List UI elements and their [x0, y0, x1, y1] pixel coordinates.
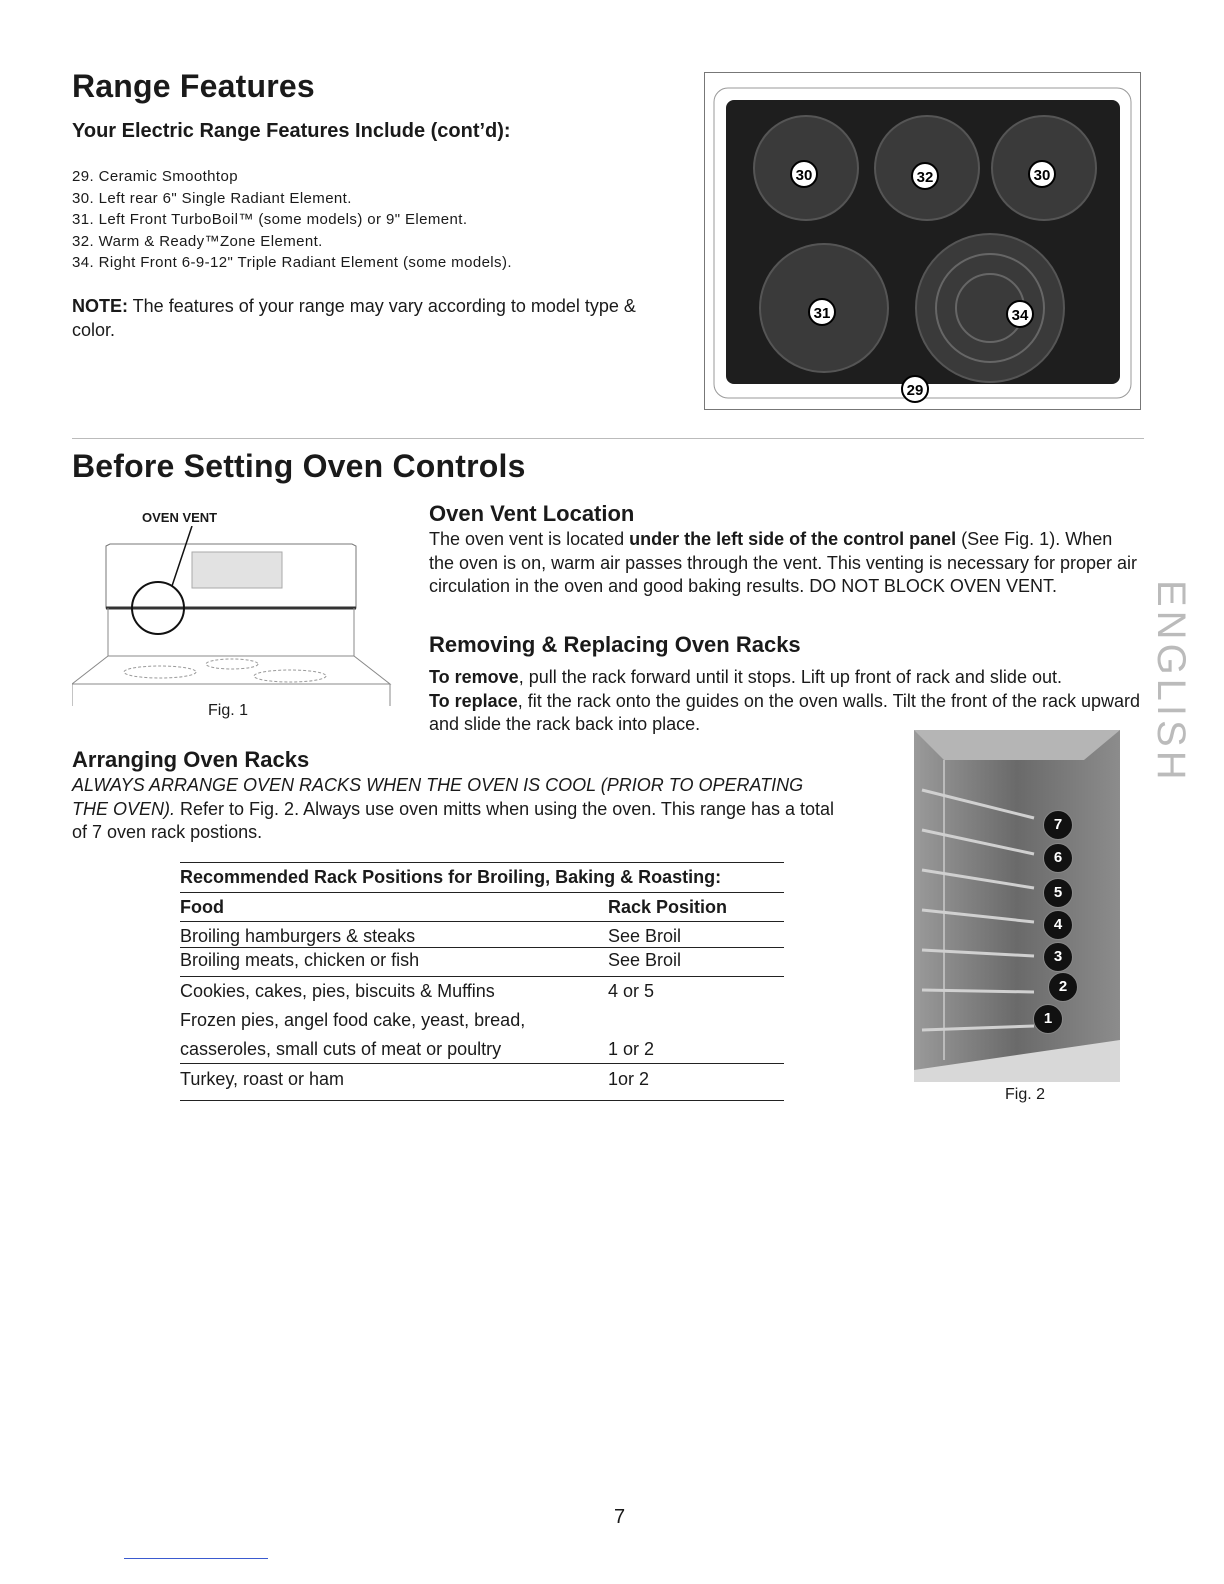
food-cell: Broiling meats, chicken or fish	[180, 950, 420, 970]
fig2-caption: Fig. 2	[1005, 1086, 1046, 1103]
label-29: 29	[901, 375, 929, 403]
food-cell: casseroles, small cuts of meat or poultry	[180, 1039, 502, 1059]
food-cell: Frozen pies, angel food cake, yeast, bread,	[180, 1010, 526, 1030]
fig2	[914, 730, 1120, 1082]
rack-position-7: 7	[1043, 810, 1073, 840]
replace-text: , fit the rack onto the guides on the oven walls. Tilt the front of the rack upward and slide the rack back into place.	[429, 690, 1141, 734]
label-31: 31	[808, 298, 836, 326]
arranging-body: Refer to Fig. 2. Always use oven mitts when using the oven. This range has a total of 7 oven rack postions.	[72, 798, 835, 842]
fig1	[72, 506, 392, 726]
position-cell: See Broil	[608, 950, 682, 970]
position-cell: See Broil	[608, 926, 682, 946]
racks-heading: Removing & Replacing Oven Racks	[429, 632, 801, 657]
food-cell: Cookies, cakes, pies, biscuits & Muffins	[180, 981, 495, 1001]
feature-item: 31. Left Front TurboBoil™ (some models) or 9" Element.	[72, 211, 468, 228]
note-text: The features of your range may vary according to model type & color.	[72, 296, 636, 340]
before-setting-title: Before Setting Oven Controls	[72, 448, 526, 484]
table-row	[180, 947, 784, 975]
features-note	[72, 294, 672, 342]
table-header-position: Rack Position	[608, 897, 728, 917]
cooktop-illustration	[704, 72, 1141, 410]
label-30-left: 30	[790, 160, 818, 188]
vent-text-bold: under the left side of the control panel	[629, 529, 957, 549]
oven-vent-text	[429, 528, 1141, 599]
range-features-subtitle: Your Electric Range Features Include (cont’d):	[72, 120, 511, 142]
oven-vent-illustration	[72, 526, 392, 706]
section-divider	[72, 438, 1144, 439]
feature-item: 30. Left rear 6" Single Radiant Element.	[72, 189, 352, 207]
page-number: 7	[614, 1506, 626, 1528]
feature-item: 32. Warm & Ready™Zone Element.	[72, 232, 323, 250]
note-label: NOTE:	[72, 296, 128, 316]
vent-text-b: (See Fig. 1). When the oven is on, warm air passes through the vent. This venting is necessary for proper air circulation in the oven and good baking results. DO NOT BLOCK OVEN VENT.	[429, 529, 1138, 596]
feature-item: 34. Right Front 6-9-12" Triple Radiant Element (some models).	[72, 254, 512, 271]
table-row	[180, 1066, 784, 1094]
position-cell: 1 or 2	[608, 1039, 655, 1059]
label-34: 34	[1006, 300, 1034, 328]
position-cell: 4 or 5	[608, 981, 655, 1001]
feature-item: 29. Ceramic Smoothtop	[72, 168, 238, 185]
arranging-italic: ALWAYS ARRANGE OVEN RACKS WHEN THE OVEN IS COOL (PRIOR TO OPERATING THE OVEN).	[72, 775, 804, 819]
remove-bold: To remove	[429, 667, 519, 687]
rack-position-4: 4	[1043, 910, 1073, 940]
table-row	[180, 1036, 784, 1064]
oven-rack-photo	[914, 730, 1120, 1082]
oven-vent-label: OVEN VENT	[142, 510, 218, 525]
food-cell: Turkey, roast or ham	[180, 1069, 345, 1089]
racks-text	[429, 666, 1141, 737]
table-title: Recommended Rack Positions for Broiling, Baking & Roasting:	[180, 867, 722, 887]
replace-bold: To replace	[429, 690, 518, 711]
label-32: 32	[911, 162, 939, 190]
oven-vent-heading: Oven Vent Location	[429, 501, 635, 526]
rack-position-3: 3	[1043, 942, 1073, 972]
remove-text: , pull the rack forward until it stops. Lift up front of rack and slide out.	[518, 667, 1062, 687]
table-row	[180, 1007, 784, 1035]
fig1-caption: Fig. 1	[208, 702, 249, 719]
rack-position-6: 6	[1043, 843, 1073, 873]
arranging-heading: Arranging Oven Racks	[72, 747, 310, 772]
language-tab: ENGLISH	[1149, 580, 1193, 784]
table-header-food: Food	[180, 897, 224, 917]
rack-position-1: 1	[1033, 1004, 1063, 1034]
food-cell: Broiling hamburgers & steaks	[180, 926, 416, 946]
range-features-title: Range Features	[72, 68, 315, 104]
vent-text-a: The oven vent is located	[429, 529, 630, 549]
table-row	[180, 978, 784, 1006]
rack-position-table	[180, 862, 784, 1104]
cooktop-figure	[704, 72, 1141, 410]
position-cell: 1or 2	[608, 1069, 650, 1089]
arranging-text	[72, 774, 842, 845]
feature-list	[72, 166, 512, 274]
rack-position-5: 5	[1043, 878, 1073, 908]
label-30-right: 30	[1028, 160, 1056, 188]
rack-position-2: 2	[1048, 972, 1078, 1002]
footer-link-line	[124, 1558, 268, 1559]
